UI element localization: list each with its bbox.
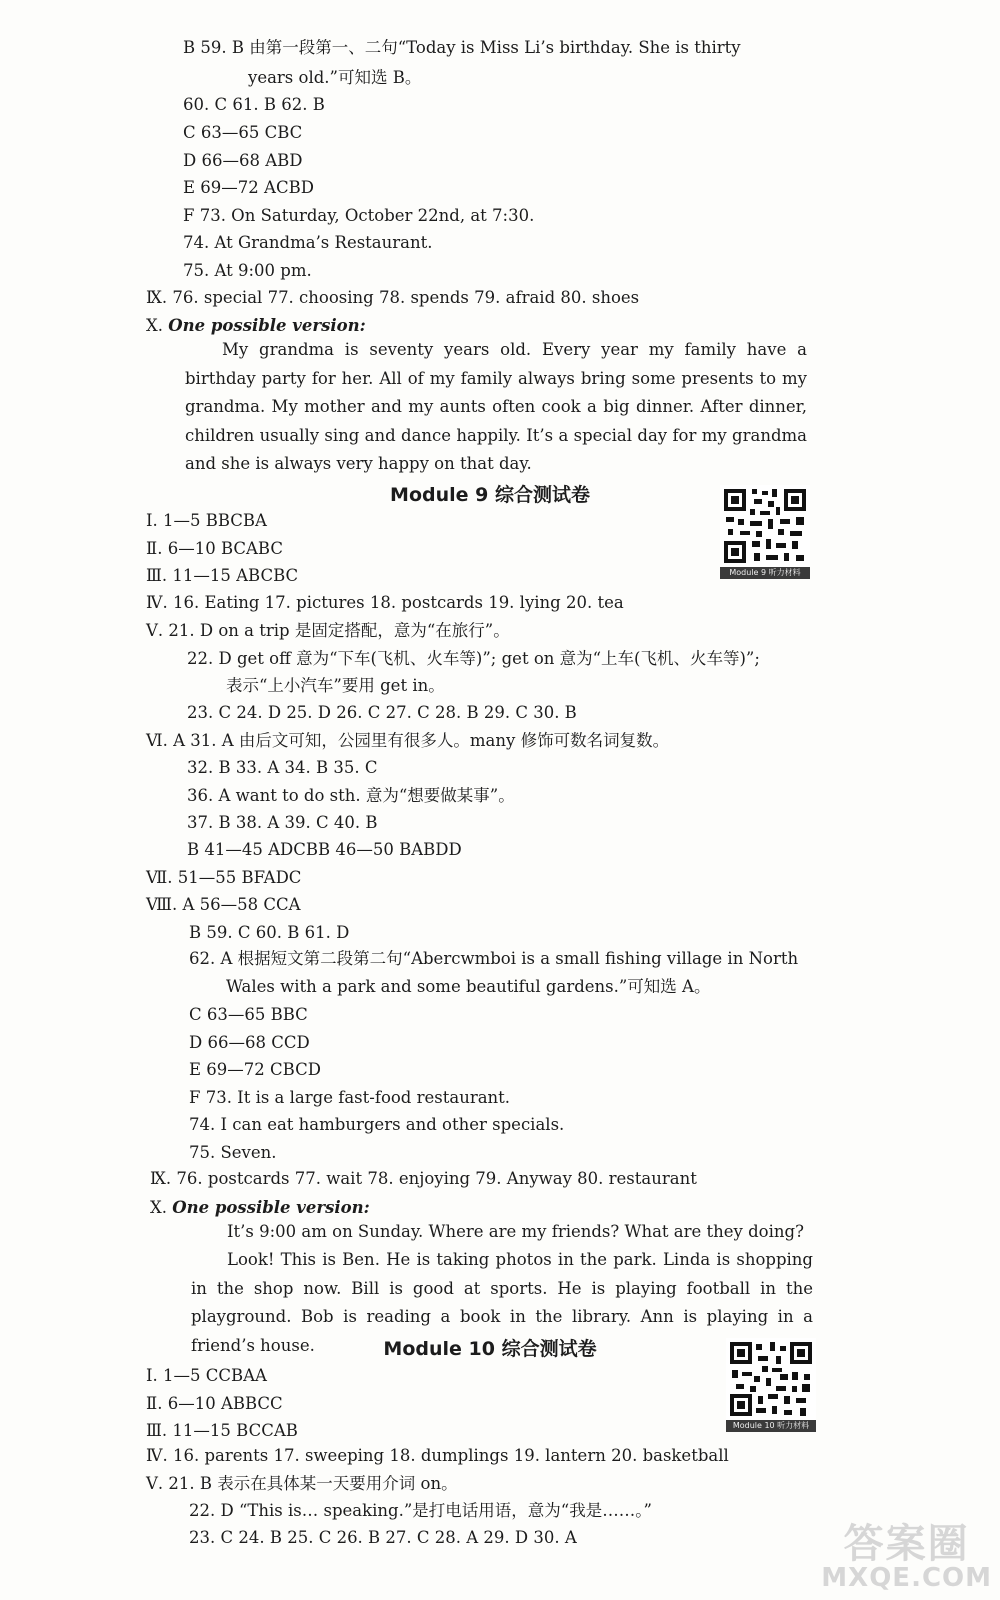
answer-line: Ⅵ. A 31. A 由后文可知，公园里有很多人。many 修饰可数名词复数。 <box>146 731 670 750</box>
writing-heading <box>146 316 366 336</box>
answer-line: 32. B 33. A 34. B 35. C <box>187 758 378 777</box>
answer-line: 62. A 根据短文第二段第二句“Abercwmboi is a small fishing village in North <box>189 949 799 968</box>
answer-line: 23. C 24. B 25. C 26. B 27. C 28. A 29. D 30. A <box>189 1528 577 1547</box>
essay-paragraph: It’s 9:00 am on Sunday. Where are my friends? What are they doing? <box>227 1222 804 1241</box>
answer-line: Ⅸ. 76. postcards 77. wait 78. enjoying 79. Anyway 80. restaurant <box>150 1169 697 1188</box>
answer-line: Ⅴ. 21. D on a trip 是固定搭配，意为“在旅行”。 <box>146 621 510 640</box>
answer-line: F 73. It is a large fast-food restaurant. <box>189 1088 511 1107</box>
answer-line: F 73. On Saturday, October 22nd, at 7:30. <box>183 206 535 225</box>
answer-line: years old.”可知选 B。 <box>248 68 422 87</box>
answer-line: Ⅶ. 51—55 BFADC <box>146 868 302 887</box>
answer-line: 22. D get off 意为“下车(飞机、火车等)”; get on 意为“上车(飞机、火车等)”; <box>187 649 760 668</box>
answer-line: E 69—72 CBCD <box>189 1060 321 1079</box>
answer-line: B 59. C 60. B 61. D <box>189 923 350 942</box>
answer-line: Ⅲ. 11—15 ABCBC <box>146 566 299 585</box>
qr-code-graphic <box>720 485 810 569</box>
section-number: Ⅹ. <box>146 316 169 335</box>
essay-paragraph: Look! This is Ben. He is taking photos in the park. Linda is shopping in the shop now. Bill is good at sports. He is playing football in the playground. Bob is reading a book in the library. Ann is playing in a friend’s house. <box>191 1250 813 1355</box>
qr-code-icon[interactable] <box>720 485 810 577</box>
answer-line: Ⅱ. 6—10 ABBCC <box>146 1394 283 1413</box>
watermark-logo-text: 答案圈 <box>843 1520 970 1567</box>
watermark-site-text: MXQE.COM <box>821 1562 992 1593</box>
answer-line: B 59. B 由第一段第一、二句“Today is Miss Li’s birthday. She is thirty <box>183 38 741 57</box>
essay-paragraph: My grandma is seventy years old. Every year my family have a birthday party for her. All of my family always bring some presents to my grandma. My mother and my aunts often cook a big dinner. After dinner, children usually sing and dance happily. It’s a special day for my grandma and she is always very happy on that day. <box>185 340 807 473</box>
version-label: One possible version: <box>168 316 366 335</box>
qr-caption: Module 9 听力材料 <box>720 567 810 579</box>
answer-line: 23. C 24. D 25. D 26. C 27. C 28. B 29. C 30. B <box>187 703 577 722</box>
answer-line: E 69—72 ACBD <box>183 178 314 197</box>
answer-line: C 63—65 CBC <box>183 123 303 142</box>
answer-line: Ⅲ. 11—15 BCCAB <box>146 1421 298 1440</box>
answer-line: Ⅳ. 16. parents 17. sweeping 18. dumplings 19. lantern 20. basketball <box>146 1446 729 1465</box>
answer-line: Ⅸ. 76. special 77. choosing 78. spends 79. afraid 80. shoes <box>146 288 640 307</box>
answer-line: C 63—65 BBC <box>189 1005 308 1024</box>
answer-line: Ⅷ. A 56—58 CCA <box>146 895 301 914</box>
answer-line: Ⅰ. 1—5 CCBAA <box>146 1366 267 1385</box>
answer-line: 75. At 9:00 pm. <box>183 261 312 280</box>
answer-line: 37. B 38. A 39. C 40. B <box>187 813 378 832</box>
answer-line: 36. A want to do sth. 意为“想要做某事”。 <box>187 786 515 805</box>
answer-line: Ⅳ. 16. Eating 17. pictures 18. postcards 19. lying 20. tea <box>146 593 624 612</box>
answer-line: D 66—68 ABD <box>183 151 303 170</box>
version-label: One possible version: <box>172 1198 370 1217</box>
qr-code-icon[interactable] <box>726 1338 816 1430</box>
answer-line: 74. At Grandma’s Restaurant. <box>183 233 433 252</box>
answer-line: Ⅰ. 1—5 BBCBA <box>146 511 267 530</box>
answer-line: 22. D “This is… speaking.”是打电话用语，意为“我是……。” <box>189 1501 652 1520</box>
answer-line: Wales with a park and some beautiful gardens.”可知选 A。 <box>226 977 711 996</box>
qr-code-graphic <box>726 1338 816 1422</box>
answer-line: 表示“上小汽车”要用 get in。 <box>226 676 445 695</box>
answer-line: D 66—68 CCD <box>189 1033 310 1052</box>
module-10-title: Module 10 综合测试卷 <box>383 1338 597 1360</box>
writing-heading <box>150 1198 370 1218</box>
answer-line: B 41—45 ADCBB 46—50 BABDD <box>187 840 462 859</box>
answer-line: 75. Seven. <box>189 1143 277 1162</box>
qr-caption: Module 10 听力材料 <box>726 1420 816 1432</box>
watermark <box>821 1520 992 1593</box>
answer-line: Ⅱ. 6—10 BCABC <box>146 539 283 558</box>
section-number: Ⅹ. <box>150 1198 173 1217</box>
answer-line: Ⅴ. 21. B 表示在具体某一天要用介词 on。 <box>146 1474 458 1493</box>
answer-line: 60. C 61. B 62. B <box>183 95 325 114</box>
module-9-title: Module 9 综合测试卷 <box>390 484 590 506</box>
answer-line: 74. I can eat hamburgers and other specials. <box>189 1115 565 1134</box>
